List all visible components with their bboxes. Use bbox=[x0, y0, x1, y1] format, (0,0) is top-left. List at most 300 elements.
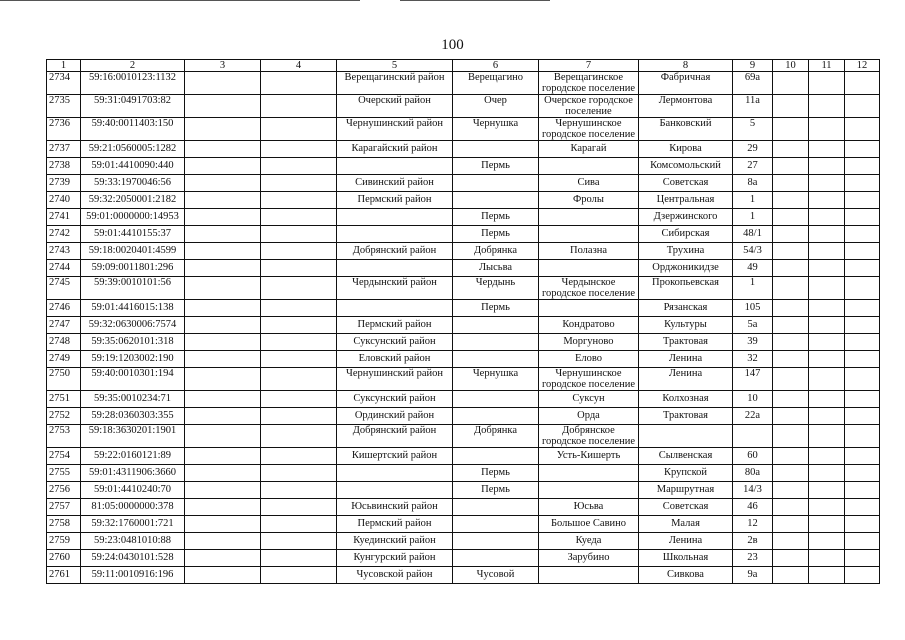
column-12-cell bbox=[845, 158, 880, 175]
column-3-cell bbox=[185, 260, 261, 277]
row-number-cell: 2761 bbox=[47, 567, 81, 584]
column-4-cell bbox=[261, 72, 337, 95]
city-cell: Пермь bbox=[453, 226, 539, 243]
column-3-cell bbox=[185, 141, 261, 158]
district-cell: Кишертский район bbox=[337, 448, 453, 465]
district-cell: Карагайский район bbox=[337, 141, 453, 158]
column-3-cell bbox=[185, 425, 261, 448]
house-cell: 49 bbox=[733, 260, 773, 277]
column-4-cell bbox=[261, 317, 337, 334]
column-4-cell bbox=[261, 175, 337, 192]
column-12-cell bbox=[845, 550, 880, 567]
row-number-cell: 2738 bbox=[47, 158, 81, 175]
district-cell: Пермский район bbox=[337, 516, 453, 533]
district-cell: Чернушинский район bbox=[337, 118, 453, 141]
cadastral-number-cell: 59:40:0011403:150 bbox=[81, 118, 185, 141]
column-11-cell bbox=[809, 550, 845, 567]
cadastral-number-cell: 59:21:0560005:1282 bbox=[81, 141, 185, 158]
district-cell: Добрянский район bbox=[337, 425, 453, 448]
column-12-cell bbox=[845, 209, 880, 226]
settlement-cell bbox=[539, 226, 639, 243]
column-4-cell bbox=[261, 300, 337, 317]
house-cell: 11а bbox=[733, 95, 773, 118]
column-12-cell bbox=[845, 141, 880, 158]
column-11-cell bbox=[809, 300, 845, 317]
street-cell: Трухина bbox=[639, 243, 733, 260]
cadastral-number-cell: 59:35:0010234:71 bbox=[81, 391, 185, 408]
table-row bbox=[47, 175, 880, 192]
column-header-12: 12 bbox=[845, 60, 880, 72]
column-11-cell bbox=[809, 226, 845, 243]
house-cell bbox=[733, 425, 773, 448]
column-12-cell bbox=[845, 72, 880, 95]
column-10-cell bbox=[773, 425, 809, 448]
column-4-cell bbox=[261, 351, 337, 368]
city-cell bbox=[453, 533, 539, 550]
column-11-cell bbox=[809, 317, 845, 334]
street-cell: Сибирская bbox=[639, 226, 733, 243]
settlement-cell: Большое Савино bbox=[539, 516, 639, 533]
column-header-10: 10 bbox=[773, 60, 809, 72]
street-cell: Лермонтова bbox=[639, 95, 733, 118]
column-4-cell bbox=[261, 118, 337, 141]
cadastral-number-cell: 59:18:3630201:1901 bbox=[81, 425, 185, 448]
column-10-cell bbox=[773, 499, 809, 516]
city-cell bbox=[453, 516, 539, 533]
city-cell: Добрянка bbox=[453, 243, 539, 260]
column-4-cell bbox=[261, 260, 337, 277]
street-cell: Ленина bbox=[639, 368, 733, 391]
column-12-cell bbox=[845, 391, 880, 408]
table-row bbox=[47, 334, 880, 351]
city-cell bbox=[453, 408, 539, 425]
column-11-cell bbox=[809, 533, 845, 550]
district-cell: Добрянский район bbox=[337, 243, 453, 260]
column-11-cell bbox=[809, 499, 845, 516]
row-number-cell: 2753 bbox=[47, 425, 81, 448]
column-10-cell bbox=[773, 226, 809, 243]
city-cell: Верещагино bbox=[453, 72, 539, 95]
settlement-cell bbox=[539, 209, 639, 226]
settlement-cell: Моргуново bbox=[539, 334, 639, 351]
city-cell bbox=[453, 550, 539, 567]
column-12-cell bbox=[845, 175, 880, 192]
column-10-cell bbox=[773, 391, 809, 408]
column-header-4: 4 bbox=[261, 60, 337, 72]
table-row bbox=[47, 260, 880, 277]
settlement-cell: Карагай bbox=[539, 141, 639, 158]
column-4-cell bbox=[261, 448, 337, 465]
column-4-cell bbox=[261, 516, 337, 533]
column-header-11: 11 bbox=[809, 60, 845, 72]
district-cell: Куединский район bbox=[337, 533, 453, 550]
column-11-cell bbox=[809, 516, 845, 533]
column-3-cell bbox=[185, 277, 261, 300]
cadastral-number-cell: 59:32:2050001:2182 bbox=[81, 192, 185, 209]
column-10-cell bbox=[773, 368, 809, 391]
city-cell: Пермь bbox=[453, 482, 539, 499]
row-number-cell: 2737 bbox=[47, 141, 81, 158]
street-cell: Кирова bbox=[639, 141, 733, 158]
column-11-cell bbox=[809, 425, 845, 448]
cadastral-number-cell: 59:18:0020401:4599 bbox=[81, 243, 185, 260]
district-cell: Ординский район bbox=[337, 408, 453, 425]
column-12-cell bbox=[845, 482, 880, 499]
house-cell: 9а bbox=[733, 567, 773, 584]
column-3-cell bbox=[185, 567, 261, 584]
house-cell: 5а bbox=[733, 317, 773, 334]
column-11-cell bbox=[809, 175, 845, 192]
column-10-cell bbox=[773, 317, 809, 334]
settlement-cell: Чернушинское городское поселение bbox=[539, 368, 639, 391]
table-body bbox=[47, 72, 880, 584]
district-cell: Чернушинский район bbox=[337, 368, 453, 391]
house-cell: 22а bbox=[733, 408, 773, 425]
table-row bbox=[47, 368, 880, 391]
column-10-cell bbox=[773, 158, 809, 175]
city-cell: Чернушка bbox=[453, 368, 539, 391]
column-3-cell bbox=[185, 209, 261, 226]
column-4-cell bbox=[261, 550, 337, 567]
district-cell: Чердынский район bbox=[337, 277, 453, 300]
column-3-cell bbox=[185, 499, 261, 516]
district-cell bbox=[337, 158, 453, 175]
column-header-8: 8 bbox=[639, 60, 733, 72]
column-4-cell bbox=[261, 226, 337, 243]
settlement-cell: Елово bbox=[539, 351, 639, 368]
table-row bbox=[47, 141, 880, 158]
street-cell: Крупской bbox=[639, 465, 733, 482]
column-3-cell bbox=[185, 118, 261, 141]
column-10-cell bbox=[773, 533, 809, 550]
column-12-cell bbox=[845, 533, 880, 550]
column-3-cell bbox=[185, 175, 261, 192]
street-cell: Ленина bbox=[639, 351, 733, 368]
city-cell: Лысьва bbox=[453, 260, 539, 277]
settlement-cell: Чернушинское городское поселение bbox=[539, 118, 639, 141]
column-4-cell bbox=[261, 141, 337, 158]
district-cell: Сивинский район bbox=[337, 175, 453, 192]
house-cell: 5 bbox=[733, 118, 773, 141]
street-cell: Малая bbox=[639, 516, 733, 533]
house-cell: 32 bbox=[733, 351, 773, 368]
settlement-cell bbox=[539, 158, 639, 175]
column-11-cell bbox=[809, 72, 845, 95]
cadastral-number-cell: 59:40:0010301:194 bbox=[81, 368, 185, 391]
row-number-cell: 2740 bbox=[47, 192, 81, 209]
district-cell: Пермский район bbox=[337, 317, 453, 334]
column-12-cell bbox=[845, 516, 880, 533]
column-4-cell bbox=[261, 465, 337, 482]
city-cell bbox=[453, 351, 539, 368]
column-10-cell bbox=[773, 277, 809, 300]
column-10-cell bbox=[773, 141, 809, 158]
column-11-cell bbox=[809, 482, 845, 499]
page-number: 100 bbox=[441, 37, 464, 53]
column-11-cell bbox=[809, 192, 845, 209]
house-cell: 1 bbox=[733, 277, 773, 300]
cadastral-number-cell: 59:01:4410090:440 bbox=[81, 158, 185, 175]
table-row bbox=[47, 277, 880, 300]
column-header-2: 2 bbox=[81, 60, 185, 72]
city-cell bbox=[453, 334, 539, 351]
column-11-cell bbox=[809, 118, 845, 141]
settlement-cell: Верещагинское городское поселение bbox=[539, 72, 639, 95]
row-number-cell: 2759 bbox=[47, 533, 81, 550]
registry-table bbox=[46, 59, 880, 584]
column-10-cell bbox=[773, 550, 809, 567]
settlement-cell bbox=[539, 482, 639, 499]
column-4-cell bbox=[261, 277, 337, 300]
cadastral-number-cell: 59:09:0011801:296 bbox=[81, 260, 185, 277]
house-cell: 8а bbox=[733, 175, 773, 192]
street-cell: Советская bbox=[639, 499, 733, 516]
district-cell bbox=[337, 482, 453, 499]
column-4-cell bbox=[261, 408, 337, 425]
settlement-cell: Фролы bbox=[539, 192, 639, 209]
column-12-cell bbox=[845, 317, 880, 334]
row-number-cell: 2741 bbox=[47, 209, 81, 226]
column-10-cell bbox=[773, 118, 809, 141]
column-10-cell bbox=[773, 260, 809, 277]
district-cell: Кунгурский район bbox=[337, 550, 453, 567]
row-number-cell: 2752 bbox=[47, 408, 81, 425]
column-12-cell bbox=[845, 277, 880, 300]
column-12-cell bbox=[845, 300, 880, 317]
settlement-cell: Усть-Кишерть bbox=[539, 448, 639, 465]
column-header-5: 5 bbox=[337, 60, 453, 72]
column-3-cell bbox=[185, 368, 261, 391]
city-cell bbox=[453, 175, 539, 192]
header-row bbox=[47, 60, 880, 72]
table-row bbox=[47, 118, 880, 141]
row-number-cell: 2758 bbox=[47, 516, 81, 533]
column-12-cell bbox=[845, 567, 880, 584]
district-cell bbox=[337, 300, 453, 317]
table-row bbox=[47, 317, 880, 334]
street-cell: Дзержинского bbox=[639, 209, 733, 226]
column-3-cell bbox=[185, 72, 261, 95]
city-cell: Очер bbox=[453, 95, 539, 118]
row-number-cell: 2756 bbox=[47, 482, 81, 499]
column-11-cell bbox=[809, 209, 845, 226]
house-cell: 29 bbox=[733, 141, 773, 158]
column-10-cell bbox=[773, 482, 809, 499]
table-row bbox=[47, 391, 880, 408]
street-cell bbox=[639, 425, 733, 448]
settlement-cell: Чердынское городское поселение bbox=[539, 277, 639, 300]
city-cell: Пермь bbox=[453, 300, 539, 317]
table-row bbox=[47, 192, 880, 209]
row-number-cell: 2760 bbox=[47, 550, 81, 567]
column-12-cell bbox=[845, 425, 880, 448]
table-row bbox=[47, 351, 880, 368]
district-cell bbox=[337, 209, 453, 226]
column-header-3: 3 bbox=[185, 60, 261, 72]
settlement-cell: Очерское городское поселение bbox=[539, 95, 639, 118]
house-cell: 60 bbox=[733, 448, 773, 465]
district-cell: Суксунский район bbox=[337, 391, 453, 408]
district-cell bbox=[337, 465, 453, 482]
table-row bbox=[47, 158, 880, 175]
cadastral-number-cell: 59:24:0430101:528 bbox=[81, 550, 185, 567]
column-10-cell bbox=[773, 95, 809, 118]
column-header-9: 9 bbox=[733, 60, 773, 72]
house-cell: 48/1 bbox=[733, 226, 773, 243]
column-3-cell bbox=[185, 516, 261, 533]
city-cell: Пермь bbox=[453, 209, 539, 226]
table-row bbox=[47, 465, 880, 482]
street-cell: Банковский bbox=[639, 118, 733, 141]
column-3-cell bbox=[185, 408, 261, 425]
row-number-cell: 2746 bbox=[47, 300, 81, 317]
column-12-cell bbox=[845, 260, 880, 277]
street-cell: Колхозная bbox=[639, 391, 733, 408]
top-edge-line-right bbox=[400, 0, 550, 1]
cadastral-number-cell: 59:01:4416015:138 bbox=[81, 300, 185, 317]
column-11-cell bbox=[809, 158, 845, 175]
table-row bbox=[47, 425, 880, 448]
column-12-cell bbox=[845, 408, 880, 425]
column-4-cell bbox=[261, 482, 337, 499]
column-4-cell bbox=[261, 209, 337, 226]
street-cell: Центральная bbox=[639, 192, 733, 209]
column-3-cell bbox=[185, 351, 261, 368]
street-cell: Орджоникидзе bbox=[639, 260, 733, 277]
column-10-cell bbox=[773, 351, 809, 368]
column-10-cell bbox=[773, 465, 809, 482]
column-4-cell bbox=[261, 334, 337, 351]
column-header-7: 7 bbox=[539, 60, 639, 72]
house-cell: 54/3 bbox=[733, 243, 773, 260]
column-4-cell bbox=[261, 533, 337, 550]
district-cell: Очерский район bbox=[337, 95, 453, 118]
column-10-cell bbox=[773, 72, 809, 95]
column-3-cell bbox=[185, 95, 261, 118]
settlement-cell: Кондратово bbox=[539, 317, 639, 334]
cadastral-number-cell: 59:32:0630006:7574 bbox=[81, 317, 185, 334]
table-row bbox=[47, 226, 880, 243]
cadastral-number-cell: 59:01:4410240:70 bbox=[81, 482, 185, 499]
column-3-cell bbox=[185, 448, 261, 465]
column-12-cell bbox=[845, 192, 880, 209]
column-11-cell bbox=[809, 408, 845, 425]
settlement-cell: Орда bbox=[539, 408, 639, 425]
column-3-cell bbox=[185, 158, 261, 175]
table-row bbox=[47, 550, 880, 567]
city-cell: Пермь bbox=[453, 465, 539, 482]
row-number-cell: 2749 bbox=[47, 351, 81, 368]
settlement-cell: Сива bbox=[539, 175, 639, 192]
cadastral-number-cell: 59:35:0620101:318 bbox=[81, 334, 185, 351]
column-10-cell bbox=[773, 209, 809, 226]
street-cell: Фабричная bbox=[639, 72, 733, 95]
table-row bbox=[47, 499, 880, 516]
table-row bbox=[47, 533, 880, 550]
city-cell bbox=[453, 499, 539, 516]
table-row bbox=[47, 95, 880, 118]
cadastral-number-cell: 59:32:1760001:721 bbox=[81, 516, 185, 533]
column-10-cell bbox=[773, 334, 809, 351]
city-cell: Чердынь bbox=[453, 277, 539, 300]
column-3-cell bbox=[185, 550, 261, 567]
column-10-cell bbox=[773, 516, 809, 533]
district-cell: Юсьвинский район bbox=[337, 499, 453, 516]
settlement-cell: Суксун bbox=[539, 391, 639, 408]
column-4-cell bbox=[261, 243, 337, 260]
row-number-cell: 2743 bbox=[47, 243, 81, 260]
row-number-cell: 2736 bbox=[47, 118, 81, 141]
row-number-cell: 2734 bbox=[47, 72, 81, 95]
table-row bbox=[47, 567, 880, 584]
house-cell: 2в bbox=[733, 533, 773, 550]
district-cell: Верещагинский район bbox=[337, 72, 453, 95]
city-cell bbox=[453, 192, 539, 209]
top-edge-line-left bbox=[0, 0, 360, 1]
house-cell: 39 bbox=[733, 334, 773, 351]
street-cell: Культуры bbox=[639, 317, 733, 334]
row-number-cell: 2755 bbox=[47, 465, 81, 482]
column-12-cell bbox=[845, 368, 880, 391]
table-row bbox=[47, 448, 880, 465]
house-cell: 27 bbox=[733, 158, 773, 175]
cadastral-number-cell: 59:01:0000000:14953 bbox=[81, 209, 185, 226]
column-11-cell bbox=[809, 391, 845, 408]
city-cell bbox=[453, 317, 539, 334]
table-row bbox=[47, 209, 880, 226]
column-3-cell bbox=[185, 192, 261, 209]
city-cell: Чусовой bbox=[453, 567, 539, 584]
settlement-cell: Зарубино bbox=[539, 550, 639, 567]
settlement-cell: Добрянское городское поселение bbox=[539, 425, 639, 448]
house-cell: 69а bbox=[733, 72, 773, 95]
street-cell: Маршрутная bbox=[639, 482, 733, 499]
city-cell: Пермь bbox=[453, 158, 539, 175]
district-cell bbox=[337, 226, 453, 243]
row-number-cell: 2748 bbox=[47, 334, 81, 351]
column-11-cell bbox=[809, 351, 845, 368]
cadastral-number-cell: 59:23:0481010:88 bbox=[81, 533, 185, 550]
column-4-cell bbox=[261, 391, 337, 408]
settlement-cell bbox=[539, 260, 639, 277]
column-3-cell bbox=[185, 317, 261, 334]
column-3-cell bbox=[185, 226, 261, 243]
row-number-cell: 2754 bbox=[47, 448, 81, 465]
district-cell bbox=[337, 260, 453, 277]
street-cell: Сылвенская bbox=[639, 448, 733, 465]
column-3-cell bbox=[185, 533, 261, 550]
column-11-cell bbox=[809, 465, 845, 482]
cadastral-number-cell: 59:39:0010101:56 bbox=[81, 277, 185, 300]
cadastral-number-cell: 59:01:4410155:37 bbox=[81, 226, 185, 243]
column-11-cell bbox=[809, 243, 845, 260]
cadastral-number-cell: 81:05:0000000:378 bbox=[81, 499, 185, 516]
column-11-cell bbox=[809, 368, 845, 391]
street-cell: Советская bbox=[639, 175, 733, 192]
settlement-cell bbox=[539, 465, 639, 482]
cadastral-number-cell: 59:22:0160121:89 bbox=[81, 448, 185, 465]
cadastral-number-cell: 59:01:4311906:3660 bbox=[81, 465, 185, 482]
table-row bbox=[47, 408, 880, 425]
column-12-cell bbox=[845, 334, 880, 351]
cadastral-number-cell: 59:16:0010123:1132 bbox=[81, 72, 185, 95]
column-12-cell bbox=[845, 465, 880, 482]
column-11-cell bbox=[809, 334, 845, 351]
column-10-cell bbox=[773, 300, 809, 317]
column-header-1: 1 bbox=[47, 60, 81, 72]
street-cell: Сивкова bbox=[639, 567, 733, 584]
column-12-cell bbox=[845, 226, 880, 243]
